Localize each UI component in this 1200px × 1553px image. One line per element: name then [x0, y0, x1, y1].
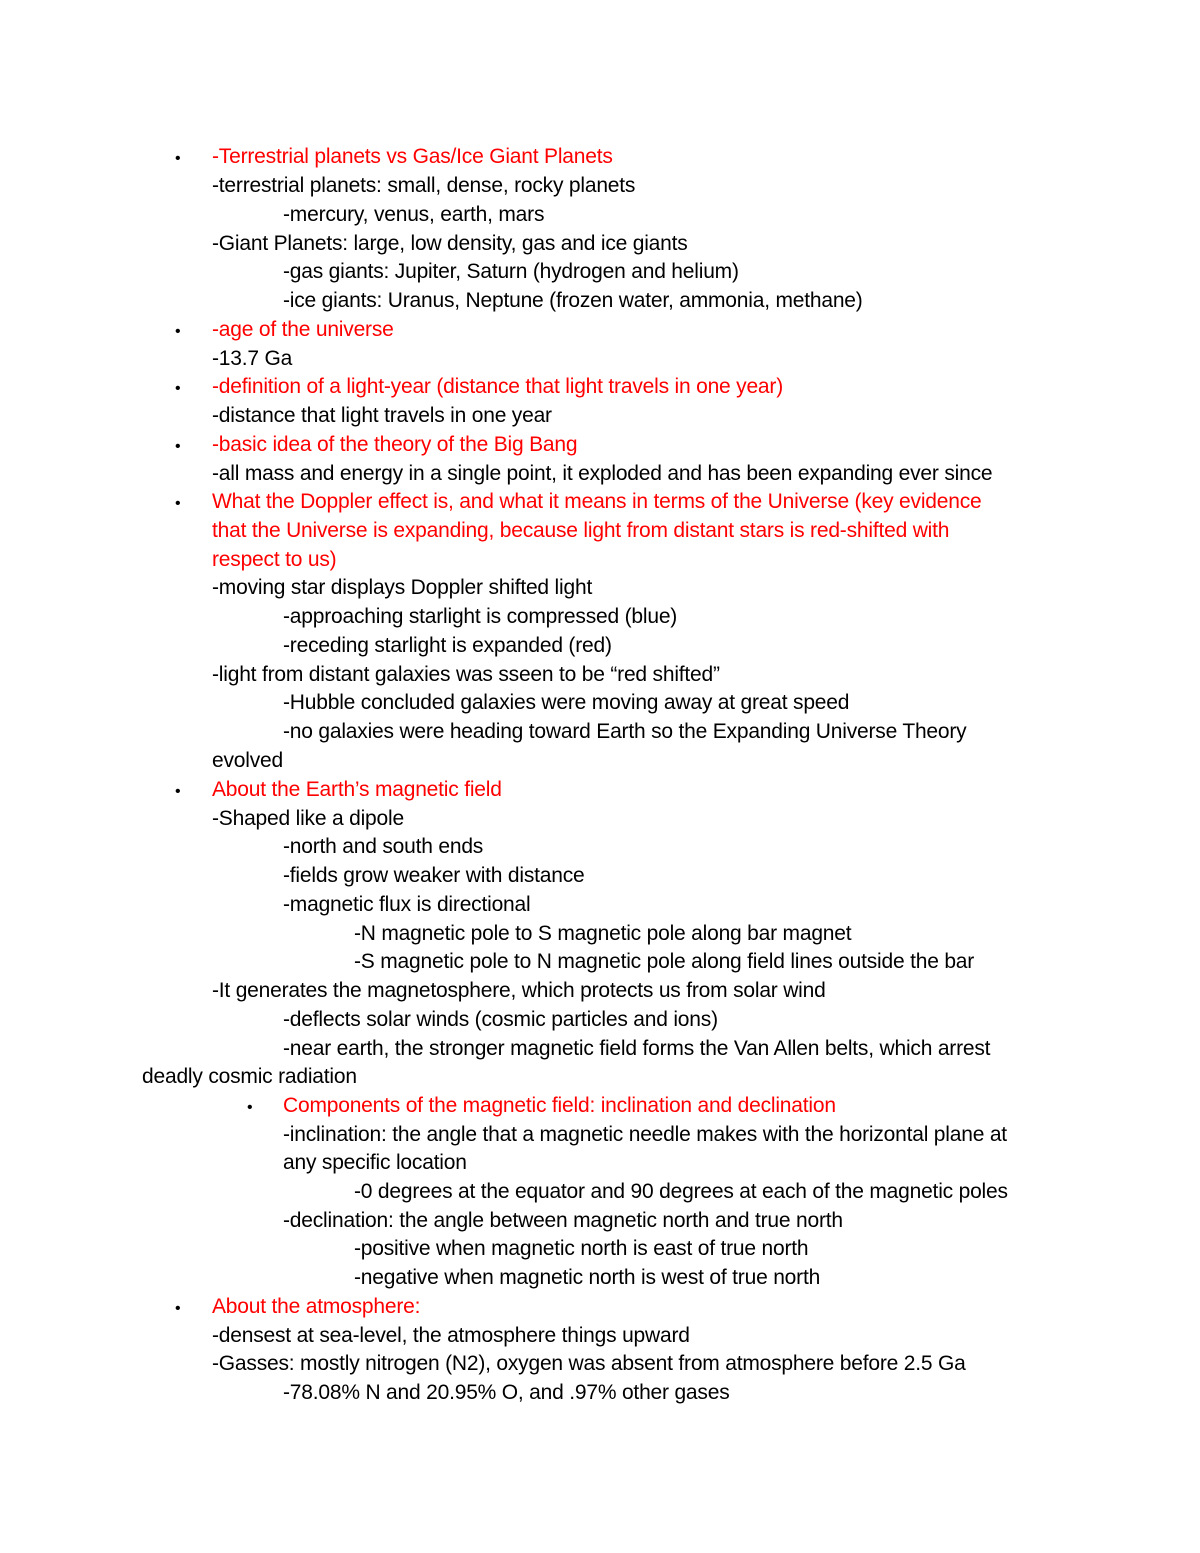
note-line: -no galaxies were heading toward Earth so the Expanding Universe Theory — [283, 720, 967, 743]
topic-heading: -Terrestrial planets vs Gas/Ice Giant Planets — [212, 145, 613, 168]
note-line: -magnetic flux is directional — [283, 893, 531, 916]
note-line: -terrestrial planets: small, dense, rocky planets — [212, 174, 636, 197]
topic-heading: Components of the magnetic field: inclination and declination — [283, 1094, 836, 1117]
note-line: -distance that light travels in one year — [212, 404, 552, 427]
note-line: -78.08% N and 20.95% O, and .97% other gases — [283, 1381, 730, 1404]
topic-heading: -age of the universe — [212, 318, 394, 341]
bullet-icon: • — [175, 380, 181, 397]
note-line: evolved — [212, 749, 283, 772]
note-line: -0 degrees at the equator and 90 degrees at each of the magnetic poles — [354, 1180, 1008, 1203]
note-line: -gas giants: Jupiter, Saturn (hydrogen and helium) — [283, 260, 739, 283]
note-line: -It generates the magnetosphere, which protects us from solar wind — [212, 979, 826, 1002]
note-line: -positive when magnetic north is east of true north — [354, 1237, 809, 1260]
note-line: -deflects solar winds (cosmic particles and ions) — [283, 1008, 718, 1031]
topic-heading: About the atmosphere: — [212, 1295, 421, 1318]
note-line: -S magnetic pole to N magnetic pole along field lines outside the bar — [354, 950, 975, 973]
note-line: -all mass and energy in a single point, it exploded and has been expanding ever since — [212, 462, 993, 485]
note-line: -light from distant galaxies was sseen to be “red shifted” — [212, 663, 720, 686]
topic-heading-line: What the Doppler effect is, and what it means in terms of the Universe (key evidence — [212, 490, 982, 513]
bullet-icon: • — [175, 150, 181, 167]
topic-heading: -basic idea of the theory of the Big Bang — [212, 433, 578, 456]
note-line: -approaching starlight is compressed (blue) — [283, 605, 678, 628]
bullet-icon: • — [175, 783, 181, 800]
topic-heading: About the Earth’s magnetic field — [212, 778, 502, 801]
note-line: -Gasses: mostly nitrogen (N2), oxygen was absent from atmosphere before 2.5 Ga — [212, 1352, 966, 1375]
note-line: -Hubble concluded galaxies were moving away at great speed — [283, 691, 850, 714]
bullet-icon: • — [175, 438, 181, 455]
note-line: -mercury, venus, earth, mars — [283, 203, 545, 226]
note-line: -N magnetic pole to S magnetic pole along bar magnet — [354, 922, 852, 945]
topic-heading: -definition of a light-year (distance that light travels in one year) — [212, 375, 784, 398]
note-line: -Shaped like a dipole — [212, 807, 404, 830]
note-line: -declination: the angle between magnetic north and true north — [283, 1209, 843, 1232]
note-line: -negative when magnetic north is west of true north — [354, 1266, 821, 1289]
bullet-icon: • — [247, 1099, 253, 1116]
note-line: -13.7 Ga — [212, 347, 293, 370]
note-line: -moving star displays Doppler shifted light — [212, 576, 593, 599]
note-line: -receding starlight is expanded (red) — [283, 634, 612, 657]
bullet-icon: • — [175, 1300, 181, 1317]
note-line: -densest at sea-level, the atmosphere things upward — [212, 1324, 690, 1347]
note-line: any specific location — [283, 1151, 467, 1174]
note-line: deadly cosmic radiation — [142, 1065, 357, 1088]
topic-heading-line: that the Universe is expanding, because light from distant stars is red-shifted with — [212, 519, 950, 542]
note-line: -north and south ends — [283, 835, 484, 858]
note-line: -near earth, the stronger magnetic field forms the Van Allen belts, which arrest — [283, 1037, 991, 1060]
bullet-icon: • — [175, 323, 181, 340]
note-line: -ice giants: Uranus, Neptune (frozen water, ammonia, methane) — [283, 289, 863, 312]
note-line: -inclination: the angle that a magnetic needle makes with the horizontal plane at — [283, 1123, 1007, 1146]
topic-heading-line: respect to us) — [212, 548, 337, 571]
note-line: -fields grow weaker with distance — [283, 864, 585, 887]
note-line: -Giant Planets: large, low density, gas and ice giants — [212, 232, 688, 255]
bullet-icon: • — [175, 495, 181, 512]
